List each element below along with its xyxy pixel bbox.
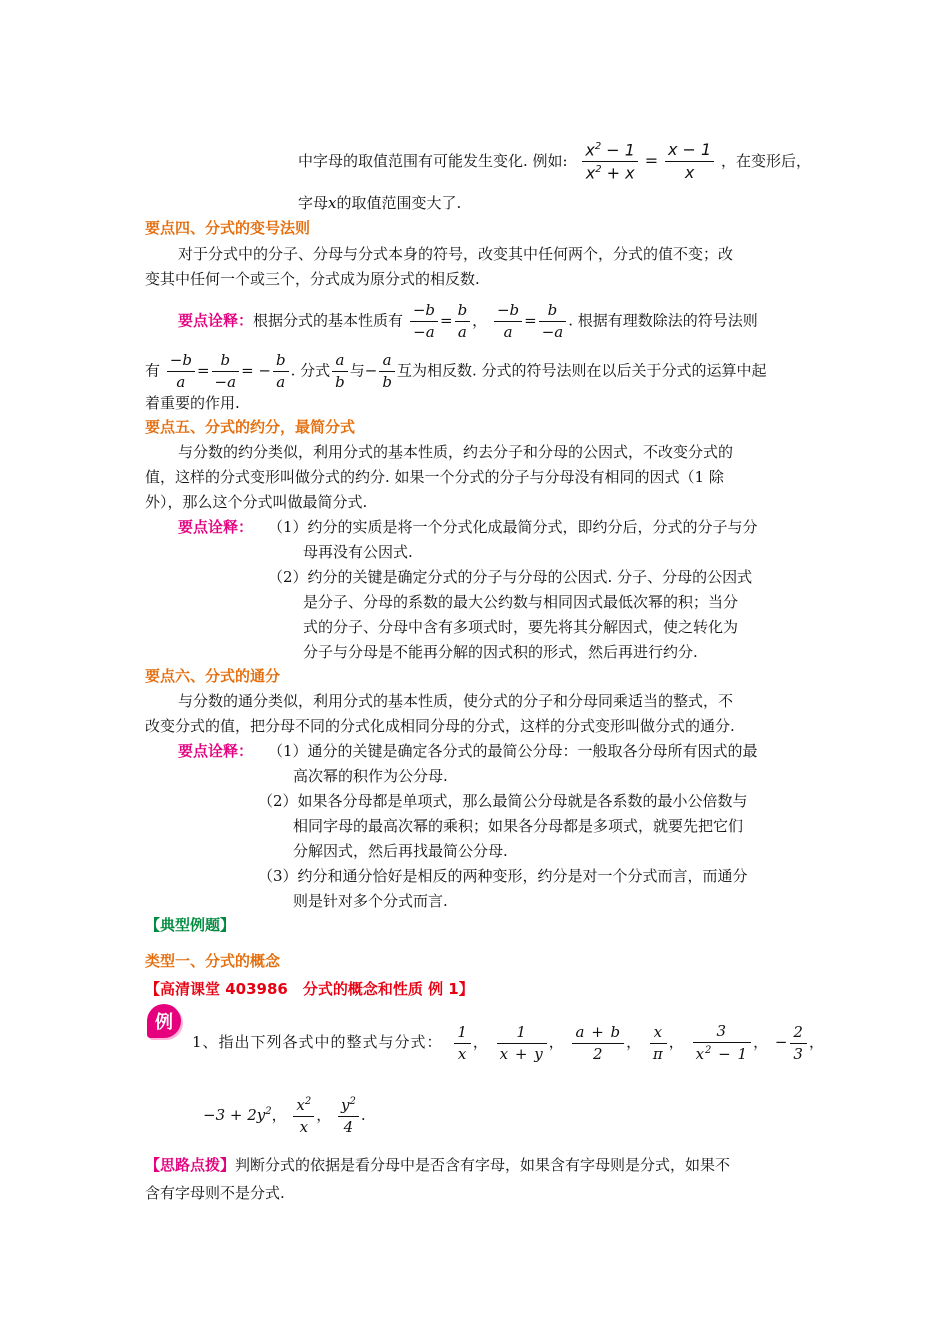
note-item: （2）如果各分母都是单项式，那么最简公分母就是各系数的最小公倍数与 [258,792,748,810]
math-fraction: $\frac{-b}{-a}$ [410,303,438,340]
hint-label: 【思路点拨】 [145,1156,236,1174]
math-fraction: $\frac{b}{a}$ [455,303,471,340]
paragraph: 对于分式中的分子、分母与分式本身的符号，改变其中任何两个，分式的值不变；改 [178,245,734,263]
math-fraction: $\frac{x^2 - 1}{x^2 + x}$ [582,142,638,182]
course-reference: 【高清课堂 403986 分式的概念和性质 例 1】 [145,980,474,998]
paragraph: 外），那么这个分式叫做最简分式. [145,493,368,511]
math-fraction: $\frac{y^2}{4}$ [338,1097,359,1135]
note-item: （1）约分的实质是将一个分式化成最简分式，即约分后，分式的分子与分 [268,518,758,536]
intro-line-2: 字母x的取值范围变大了. [298,194,462,212]
hint-line-1: 【思路点拨】判断分式的依据是看分母中是否含有字母，如果含有字母则是分式，如果不 [145,1156,731,1174]
note-item: 母再没有公因式. [303,543,413,561]
math-fraction: $\frac{b}{-a}$ [212,353,240,390]
math-fraction: $\frac{-b}{a}$ [494,303,522,340]
note-line: 有 $\frac{-b}{a}$ = $\frac{b}{-a}$ = − $\frac{b}{a}$ . 分式 $\frac{a}{b}$ 与− $\frac{a}{b}$ 互为相反数. 分式的符号法则在以后关于分式的运算中起 [145,351,767,391]
paragraph: 与分数的通分类似，利用分式的基本性质，使分式的分子和分母同乘适当的整式，不 [178,692,734,710]
math-fraction: $\frac{2}{3}$ [790,1025,807,1062]
paragraph: 着重要的作用. [145,394,240,412]
note-item: 则是针对多个分式而言. [293,892,448,910]
question-line-1: 1、指出下列各式中的整式与分式： $\frac{1}{x}$ ， $\frac{1}{x + y}$ ， $\frac{a + b}{2}$ ， $\frac{x}{\pi}$ ， $\frac{3}{x^2 - 1}$ ， − $\frac{2}{3}$ ， [192,1022,825,1063]
paragraph: 值，这样的分式变形叫做分式的约分. 如果一个分式的分子与分母没有相同的因式（1 除 [145,468,724,486]
paragraph: 改变分式的值，把分母不同的分式化成相同分母的分式，这样的分式变形叫做分式的通分. [145,717,735,735]
math-fraction: $\frac{a}{b}$ [332,353,348,390]
note-item: （1）通分的关键是确定各分式的最简公分母：一般取各分母所有因式的最 [268,742,758,760]
math-fraction: $\frac{1}{x}$ [454,1025,471,1062]
note-item: 式的分子、分母中含有多项式时，要先将其分解因式，使之转化为 [303,618,739,636]
math-fraction: $\frac{a}{b}$ [379,353,395,390]
math-fraction: $\frac{b}{-a}$ [539,303,567,340]
math-fraction: $\frac{x^2}{x}$ [293,1097,314,1135]
math-fraction: $\frac{a + b}{2}$ [572,1025,624,1062]
note-item: 分子与分母是不能再分解的因式积的形式，然后再进行约分. [303,643,698,661]
paragraph: 变其中任何一个或三个，分式成为原分式的相反数. [145,270,480,288]
note-item: （3）约分和通分恰好是相反的两种变形，约分是对一个分式而言，而通分 [258,867,748,885]
note-item: 分解因式，然后再找最简公分母. [293,842,508,860]
math-fraction: $\frac{x - 1}{x}$ [665,142,714,181]
paragraph: 与分数的约分类似，利用分式的基本性质，约去分子和分母的公因式，不改变分式的 [178,443,734,461]
hint-line-2: 含有字母则不是分式. [145,1184,285,1202]
note-item: 是分子、分母的系数的最大公约数与相同因式最低次幂的积；当分 [303,593,739,611]
examples-heading: 【典型例题】 [145,916,236,934]
note-label: 要点诠释： [178,311,254,330]
note-label: 要点诠释： [178,742,254,760]
note-line: 要点诠释：根据分式的基本性质有 $\frac{-b}{-a}$ = $\frac{b}{a}$ ， $\frac{-b}{a}$ = $\frac{b}{-a}$ . 根据有理数除法的符号法则 [178,301,758,341]
example-badge-icon: 例 [147,1004,181,1038]
note-item: （2）约分的关键是确定分式的分子与分母的公因式. 分子、分母的公因式 [268,568,753,586]
note-item: 相同字母的最高次幂的乘积；如果各分母都是多项式，就要先把它们 [293,817,744,835]
note-label: 要点诠释： [178,518,254,536]
intro-line-1: 中字母的取值范围有可能发生变化. 例如: $\frac{x^2 - 1}{x^2 + x}$ = $\frac{x - 1}{x}$ ，在变形后， [298,140,811,183]
math-fraction: $\frac{1}{x + y}$ [497,1025,547,1062]
type-heading: 类型一、分式的概念 [145,952,281,970]
math-fraction: $\frac{x}{\pi}$ [650,1025,667,1062]
math-fraction: $\frac{-b}{a}$ [167,353,195,390]
section-5-heading: 要点五、分式的约分，最简分式 [145,418,356,436]
math-fraction: $\frac{b}{a}$ [273,353,289,390]
section-6-heading: 要点六、分式的通分 [145,667,281,685]
section-4-heading: 要点四、分式的变号法则 [145,219,311,237]
question-line-2: $-3 + 2y^2$， $\frac{x^2}{x}$ ， $\frac{y^2}{4}$ . [203,1096,366,1136]
math-fraction: $\frac{3}{x^2 - 1}$ [693,1024,752,1062]
note-item: 高次幂的积作为公分母. [293,767,448,785]
